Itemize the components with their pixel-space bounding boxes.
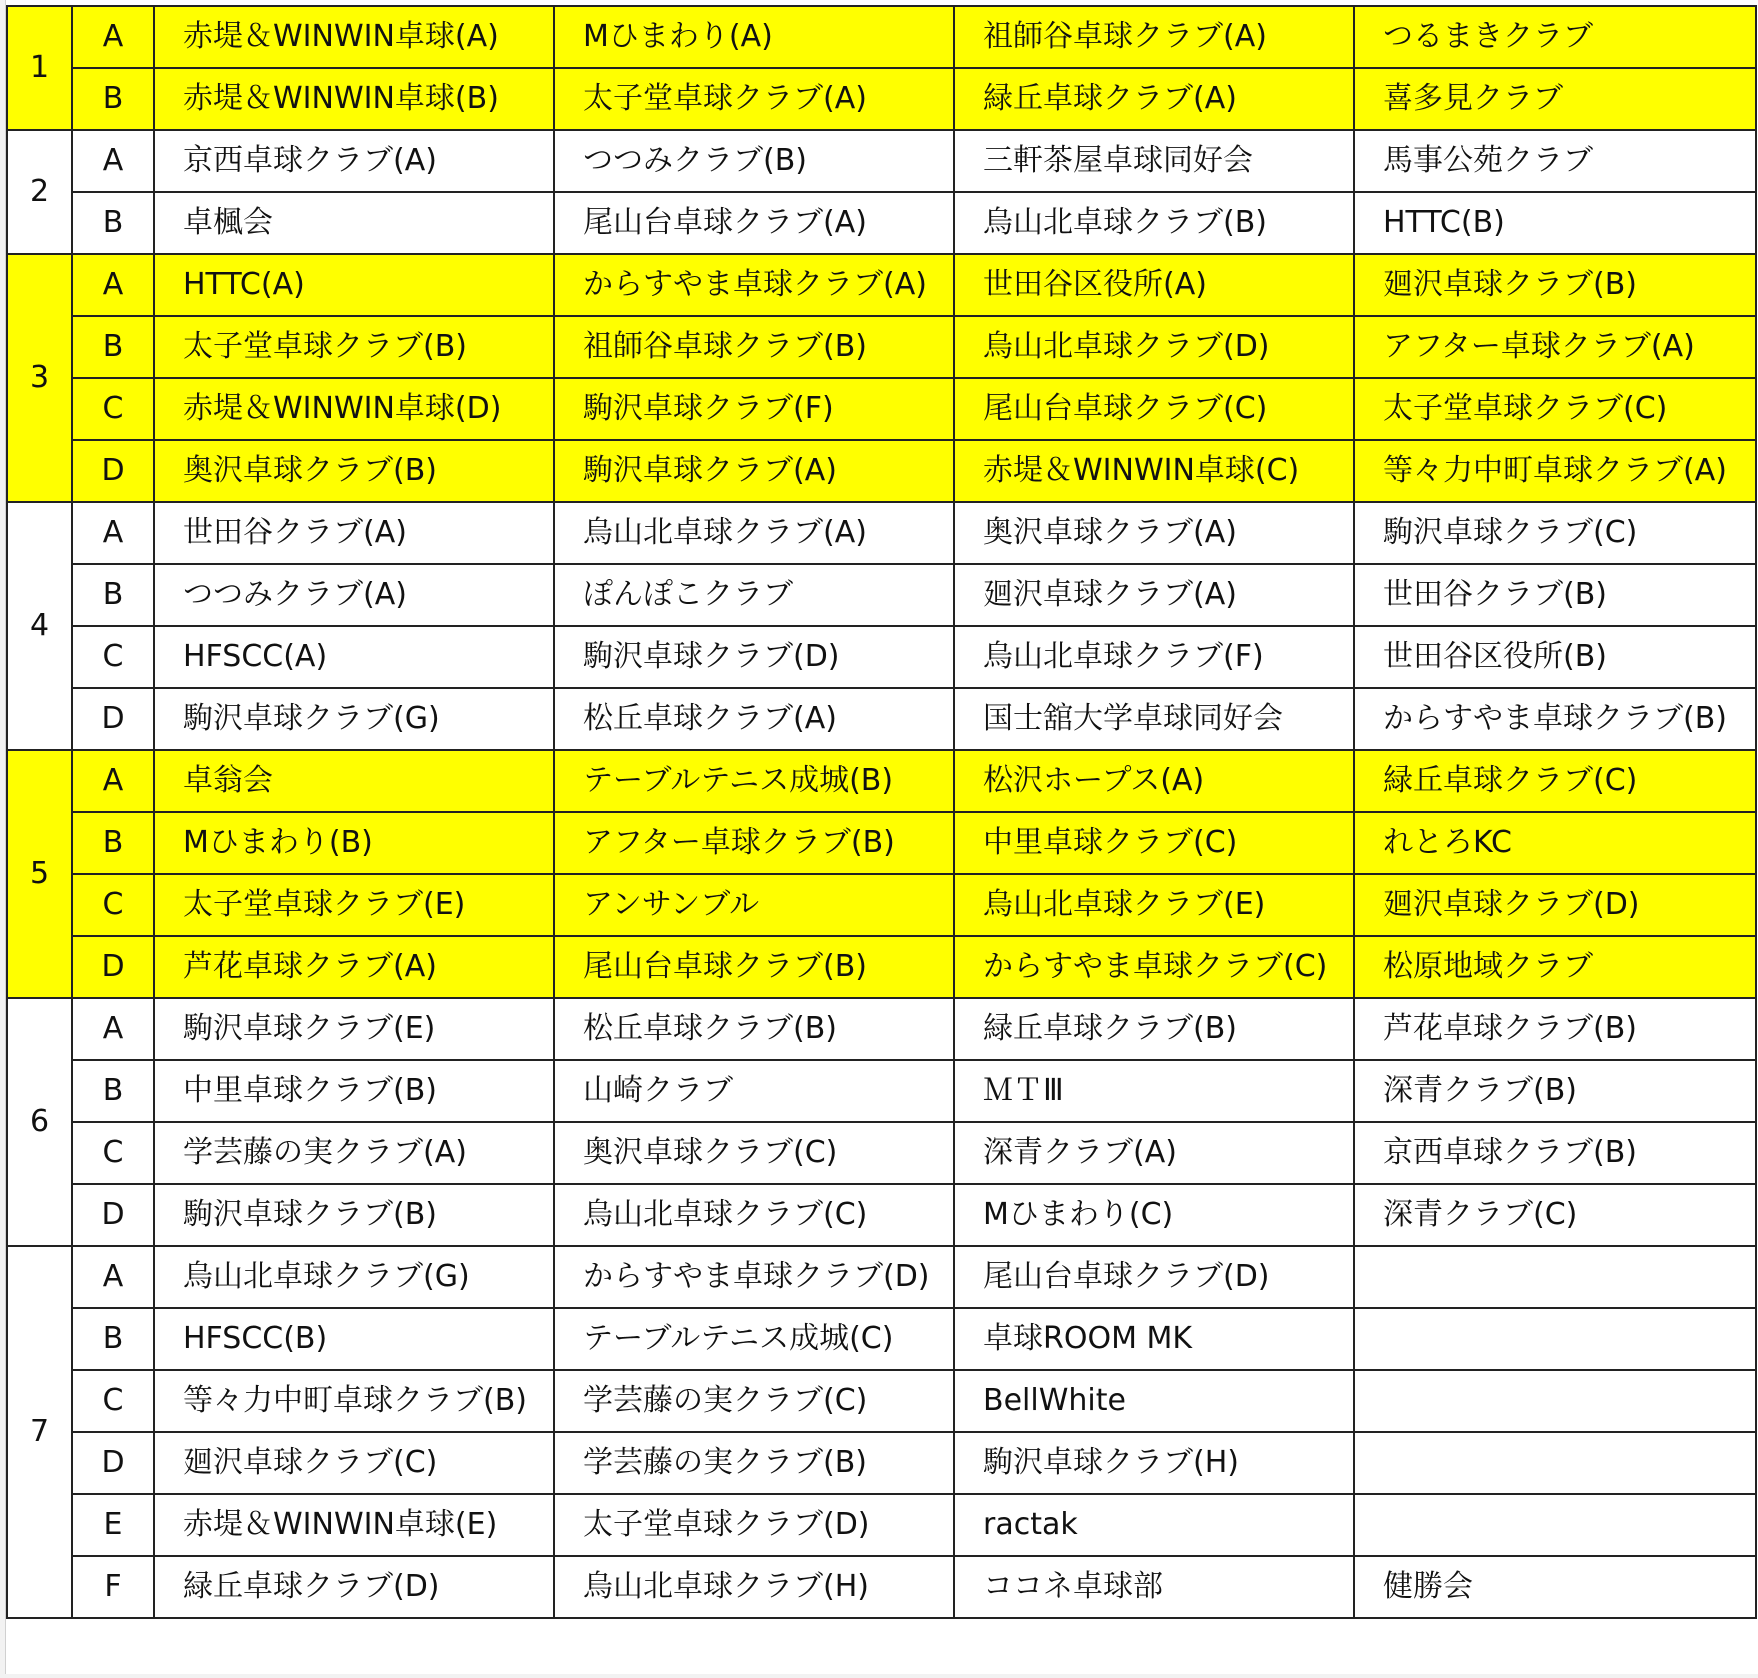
team-cell[interactable] <box>1354 1246 1756 1308</box>
table-row <box>7 750 1756 812</box>
table-row <box>7 130 1756 192</box>
team-cell[interactable]: 世田谷区役所(A) <box>954 254 1354 316</box>
team-cell[interactable]: 馬事公苑クラブ <box>1354 130 1756 192</box>
table-row <box>7 378 1756 440</box>
team-cell[interactable]: 赤堤＆WINWIN卓球(A) <box>154 6 554 68</box>
table-row <box>7 1432 1756 1494</box>
table-row <box>7 440 1756 502</box>
team-cell[interactable]: 緑丘卓球クラブ(A) <box>954 68 1354 130</box>
team-cell[interactable]: 国士舘大学卓球同好会 <box>954 688 1354 750</box>
team-cell[interactable]: 奥沢卓球クラブ(C) <box>554 1122 954 1184</box>
team-cell[interactable]: HFSCC(A) <box>154 626 554 688</box>
table-row <box>7 6 1756 68</box>
team-cell[interactable]: 駒沢卓球クラブ(H) <box>954 1432 1354 1494</box>
table-row <box>7 1494 1756 1556</box>
team-cell[interactable]: 松丘卓球クラブ(B) <box>554 998 954 1060</box>
team-cell[interactable]: 芦花卓球クラブ(A) <box>154 936 554 998</box>
subgroup-letter-cell[interactable]: D <box>72 936 154 998</box>
team-cell[interactable]: アフター卓球クラブ(A) <box>1354 316 1756 378</box>
team-cell[interactable]: 尾山台卓球クラブ(C) <box>954 378 1354 440</box>
team-cell[interactable]: 赤堤＆WINWIN卓球(D) <box>154 378 554 440</box>
team-cell[interactable]: れとろKC <box>1354 812 1756 874</box>
table-row <box>7 1060 1756 1122</box>
sheet-bottom-edge <box>0 1674 1758 1678</box>
league-table <box>6 5 1757 1619</box>
subgroup-letter-cell[interactable]: A <box>72 6 154 68</box>
table-row <box>7 998 1756 1060</box>
team-cell[interactable]: 卓楓会 <box>154 192 554 254</box>
table-row <box>7 1246 1756 1308</box>
team-cell[interactable]: 中里卓球クラブ(B) <box>154 1060 554 1122</box>
subgroup-letter-cell[interactable]: A <box>72 502 154 564</box>
team-cell[interactable]: つつみクラブ(A) <box>154 564 554 626</box>
table-row <box>7 1370 1756 1432</box>
team-cell[interactable]: 廻沢卓球クラブ(A) <box>954 564 1354 626</box>
subgroup-letter-cell[interactable]: B <box>72 812 154 874</box>
team-cell[interactable]: ractak <box>954 1494 1354 1556</box>
team-cell[interactable]: 尾山台卓球クラブ(D) <box>954 1246 1354 1308</box>
team-cell[interactable]: 芦花卓球クラブ(B) <box>1354 998 1756 1060</box>
subgroup-letter-cell[interactable]: A <box>72 1246 154 1308</box>
team-cell[interactable]: Mひまわり(C) <box>954 1184 1354 1246</box>
team-cell[interactable] <box>1354 1494 1756 1556</box>
subgroup-letter-cell[interactable]: C <box>72 1122 154 1184</box>
team-cell[interactable]: アフター卓球クラブ(B) <box>554 812 954 874</box>
team-cell[interactable]: からすやま卓球クラブ(D) <box>554 1246 954 1308</box>
team-cell[interactable]: 烏山北卓球クラブ(E) <box>954 874 1354 936</box>
team-cell[interactable]: 京西卓球クラブ(A) <box>154 130 554 192</box>
team-cell[interactable]: 奥沢卓球クラブ(A) <box>954 502 1354 564</box>
team-cell[interactable]: 烏山北卓球クラブ(C) <box>554 1184 954 1246</box>
team-cell[interactable] <box>1354 1308 1756 1370</box>
team-cell[interactable]: 世田谷クラブ(A) <box>154 502 554 564</box>
subgroup-letter-cell[interactable]: D <box>72 688 154 750</box>
team-cell[interactable]: テーブルテニス成城(B) <box>554 750 954 812</box>
team-cell[interactable]: 太子堂卓球クラブ(E) <box>154 874 554 936</box>
team-cell[interactable]: 廻沢卓球クラブ(B) <box>1354 254 1756 316</box>
team-cell[interactable]: 卓翁会 <box>154 750 554 812</box>
group-number-cell[interactable]: 4 <box>7 502 72 750</box>
group-number-cell[interactable]: 3 <box>7 254 72 502</box>
team-cell[interactable]: 奥沢卓球クラブ(B) <box>154 440 554 502</box>
team-cell[interactable] <box>1354 1432 1756 1494</box>
subgroup-letter-cell[interactable]: B <box>72 1308 154 1370</box>
table-row <box>7 688 1756 750</box>
team-cell[interactable]: 駒沢卓球クラブ(C) <box>1354 502 1756 564</box>
table-row <box>7 1556 1756 1618</box>
team-cell[interactable]: 太子堂卓球クラブ(A) <box>554 68 954 130</box>
subgroup-letter-cell[interactable]: A <box>72 254 154 316</box>
team-cell[interactable]: 太子堂卓球クラブ(D) <box>554 1494 954 1556</box>
team-cell[interactable]: 廻沢卓球クラブ(C) <box>154 1432 554 1494</box>
team-cell[interactable]: 等々力中町卓球クラブ(A) <box>1354 440 1756 502</box>
team-cell[interactable]: 尾山台卓球クラブ(A) <box>554 192 954 254</box>
team-cell[interactable]: 祖師谷卓球クラブ(A) <box>954 6 1354 68</box>
team-cell[interactable]: 祖師谷卓球クラブ(B) <box>554 316 954 378</box>
subgroup-letter-cell[interactable]: D <box>72 1184 154 1246</box>
team-cell[interactable]: 松丘卓球クラブ(A) <box>554 688 954 750</box>
subgroup-letter-cell[interactable]: B <box>72 68 154 130</box>
subgroup-letter-cell[interactable]: B <box>72 316 154 378</box>
team-cell[interactable]: 駒沢卓球クラブ(F) <box>554 378 954 440</box>
team-cell[interactable]: HTTC(A) <box>154 254 554 316</box>
group-number-cell[interactable]: 1 <box>7 6 72 130</box>
subgroup-letter-cell[interactable]: C <box>72 378 154 440</box>
league-table-body <box>7 6 1756 1618</box>
team-cell[interactable]: HFSCC(B) <box>154 1308 554 1370</box>
team-cell[interactable]: 駒沢卓球クラブ(A) <box>554 440 954 502</box>
subgroup-letter-cell[interactable]: F <box>72 1556 154 1618</box>
team-cell[interactable]: 卓球ROOM MK <box>954 1308 1354 1370</box>
team-cell[interactable]: 駒沢卓球クラブ(B) <box>154 1184 554 1246</box>
team-cell[interactable]: Mひまわり(A) <box>554 6 954 68</box>
group-number-cell[interactable]: 5 <box>7 750 72 998</box>
team-cell[interactable]: 健勝会 <box>1354 1556 1756 1618</box>
team-cell[interactable]: つるまきクラブ <box>1354 6 1756 68</box>
table-row <box>7 1184 1756 1246</box>
team-cell[interactable]: 等々力中町卓球クラブ(B) <box>154 1370 554 1432</box>
team-cell[interactable]: Mひまわり(B) <box>154 812 554 874</box>
subgroup-letter-cell[interactable]: A <box>72 750 154 812</box>
subgroup-letter-cell[interactable]: B <box>72 564 154 626</box>
subgroup-letter-cell[interactable]: B <box>72 192 154 254</box>
table-row <box>7 564 1756 626</box>
team-cell[interactable]: 松原地域クラブ <box>1354 936 1756 998</box>
table-row <box>7 1122 1756 1184</box>
group-number-cell[interactable]: 6 <box>7 998 72 1246</box>
team-cell[interactable]: 駒沢卓球クラブ(E) <box>154 998 554 1060</box>
team-cell[interactable]: BellWhite <box>954 1370 1354 1432</box>
team-cell[interactable]: ココネ卓球部 <box>954 1556 1354 1618</box>
subgroup-letter-cell[interactable]: A <box>72 998 154 1060</box>
team-cell[interactable]: 世田谷クラブ(B) <box>1354 564 1756 626</box>
group-number-cell[interactable]: 2 <box>7 130 72 254</box>
team-cell[interactable] <box>1354 1370 1756 1432</box>
team-cell[interactable]: 尾山台卓球クラブ(B) <box>554 936 954 998</box>
table-row <box>7 502 1756 564</box>
table-row <box>7 626 1756 688</box>
team-cell[interactable]: 緑丘卓球クラブ(B) <box>954 998 1354 1060</box>
table-row <box>7 192 1756 254</box>
team-cell[interactable]: 深青クラブ(C) <box>1354 1184 1756 1246</box>
table-row <box>7 874 1756 936</box>
team-cell[interactable]: 学芸藤の実クラブ(A) <box>154 1122 554 1184</box>
team-cell[interactable]: 烏山北卓球クラブ(H) <box>554 1556 954 1618</box>
team-cell[interactable]: 緑丘卓球クラブ(C) <box>1354 750 1756 812</box>
team-cell[interactable]: 太子堂卓球クラブ(B) <box>154 316 554 378</box>
team-cell[interactable]: 中里卓球クラブ(C) <box>954 812 1354 874</box>
team-cell[interactable]: HTTC(B) <box>1354 192 1756 254</box>
team-cell[interactable]: 深青クラブ(A) <box>954 1122 1354 1184</box>
team-cell[interactable]: からすやま卓球クラブ(A) <box>554 254 954 316</box>
team-cell[interactable]: 赤堤＆WINWIN卓球(C) <box>954 440 1354 502</box>
team-cell[interactable]: テーブルテニス成城(C) <box>554 1308 954 1370</box>
team-cell[interactable]: 駒沢卓球クラブ(D) <box>554 626 954 688</box>
table-row <box>7 812 1756 874</box>
subgroup-letter-cell[interactable]: C <box>72 626 154 688</box>
subgroup-letter-cell[interactable]: B <box>72 1060 154 1122</box>
team-cell[interactable]: 廻沢卓球クラブ(D) <box>1354 874 1756 936</box>
table-row <box>7 316 1756 378</box>
team-cell[interactable]: ぽんぽこクラブ <box>554 564 954 626</box>
team-cell[interactable]: 烏山北卓球クラブ(A) <box>554 502 954 564</box>
team-cell[interactable]: 三軒茶屋卓球同好会 <box>954 130 1354 192</box>
subgroup-letter-cell[interactable]: D <box>72 1432 154 1494</box>
team-cell[interactable]: 駒沢卓球クラブ(G) <box>154 688 554 750</box>
subgroup-letter-cell[interactable]: D <box>72 440 154 502</box>
team-cell[interactable]: 学芸藤の実クラブ(C) <box>554 1370 954 1432</box>
team-cell[interactable]: 赤堤＆WINWIN卓球(B) <box>154 68 554 130</box>
team-cell[interactable]: 学芸藤の実クラブ(B) <box>554 1432 954 1494</box>
team-cell[interactable]: 烏山北卓球クラブ(G) <box>154 1246 554 1308</box>
subgroup-letter-cell[interactable]: C <box>72 874 154 936</box>
team-cell[interactable]: 世田谷区役所(B) <box>1354 626 1756 688</box>
team-cell[interactable]: 烏山北卓球クラブ(B) <box>954 192 1354 254</box>
subgroup-letter-cell[interactable]: A <box>72 130 154 192</box>
team-cell[interactable]: 赤堤＆WINWIN卓球(E) <box>154 1494 554 1556</box>
team-cell[interactable]: つつみクラブ(B) <box>554 130 954 192</box>
team-cell[interactable]: 烏山北卓球クラブ(D) <box>954 316 1354 378</box>
team-cell[interactable]: 緑丘卓球クラブ(D) <box>154 1556 554 1618</box>
team-cell[interactable]: 深青クラブ(B) <box>1354 1060 1756 1122</box>
table-row <box>7 1308 1756 1370</box>
team-cell[interactable]: 喜多見クラブ <box>1354 68 1756 130</box>
subgroup-letter-cell[interactable]: C <box>72 1370 154 1432</box>
team-cell[interactable]: からすやま卓球クラブ(C) <box>954 936 1354 998</box>
table-row <box>7 68 1756 130</box>
team-cell[interactable]: 京西卓球クラブ(B) <box>1354 1122 1756 1184</box>
team-cell[interactable]: 山崎クラブ <box>554 1060 954 1122</box>
team-cell[interactable]: からすやま卓球クラブ(B) <box>1354 688 1756 750</box>
table-row <box>7 254 1756 316</box>
group-number-cell[interactable]: 7 <box>7 1246 72 1618</box>
team-cell[interactable]: ＭＴⅢ <box>954 1060 1354 1122</box>
team-cell[interactable]: 太子堂卓球クラブ(C) <box>1354 378 1756 440</box>
team-cell[interactable]: 烏山北卓球クラブ(F) <box>954 626 1354 688</box>
team-cell[interactable]: アンサンブル <box>554 874 954 936</box>
subgroup-letter-cell[interactable]: E <box>72 1494 154 1556</box>
table-row <box>7 936 1756 998</box>
team-cell[interactable]: 松沢ホープス(A) <box>954 750 1354 812</box>
